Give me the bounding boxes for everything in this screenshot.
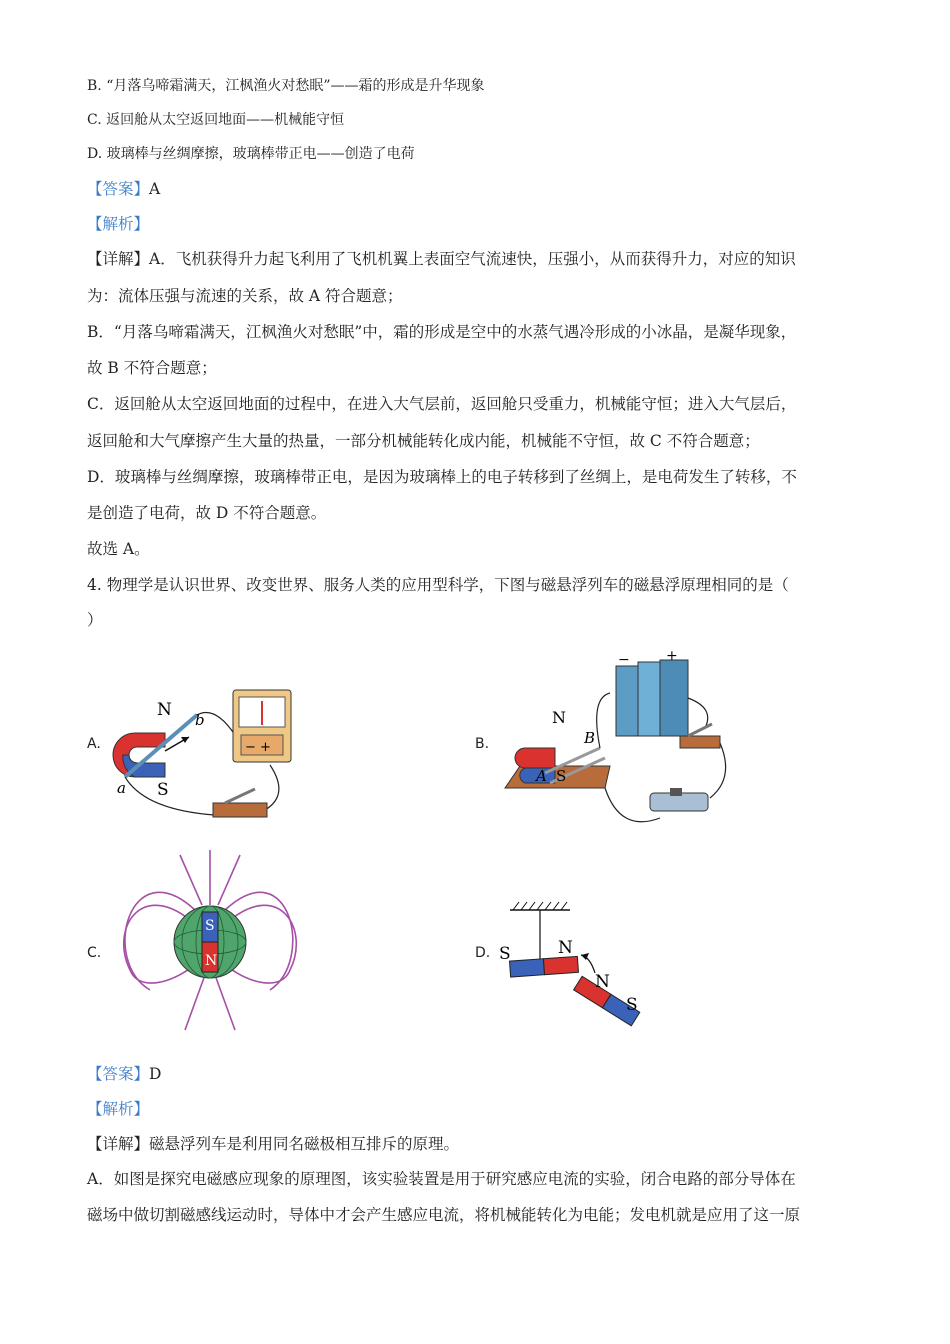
detail-line-5: C．返回舱从太空返回地面的过程中，在进入大气层前，返回舱只受重力，机械能守恒；进入大气层后， <box>87 395 797 413</box>
figure-d-repel <box>495 895 655 1035</box>
label-n: N <box>205 953 218 969</box>
detail-line-7: D．玻璃棒与丝绸摩擦，玻璃棒带正电，是因为玻璃棒上的电子转移到了丝绸上，是电荷发生了转移，不 <box>87 468 797 486</box>
switch <box>680 736 720 748</box>
question-4-line-2: ） <box>87 611 103 629</box>
detail-line-8: 是创造了电荷，故 D 不符合题意。 <box>87 504 327 522</box>
explain-line-3: 磁场中做切割磁感线运动时，导体中才会产生感应电流，将机械能转化为电能；发电机就是应用了这一原 <box>87 1206 801 1224</box>
repel-arrow <box>581 955 595 973</box>
analysis-tag-2: 【解析】 <box>87 1100 150 1118</box>
label-s: S <box>205 918 215 934</box>
detail-line-1 <box>87 248 796 270</box>
switch-base <box>213 803 267 817</box>
answer-tag: 【答案】 <box>87 180 150 198</box>
figure-c-earth-field <box>110 850 310 1035</box>
label-a: a <box>117 779 126 797</box>
battery <box>660 660 688 736</box>
figure-b-motor <box>500 648 740 828</box>
detail-line-4: 故 B 不符合题意； <box>87 359 217 377</box>
option-d-label: D. <box>475 945 491 961</box>
detail-line-6: 返回舱和大气摩擦产生大量的热量，一部分机械能转化成内能，机械能不守恒，故 C 不符合题意； <box>87 432 760 450</box>
option-c-label: C. <box>87 945 102 961</box>
label-b: B <box>584 729 596 747</box>
answer-value: D <box>149 1065 162 1083</box>
option-c-text: C. 返回舱从太空返回地面——机械能守恒 <box>87 112 345 128</box>
explain-line-1 <box>87 1133 459 1155</box>
label-n: N <box>157 700 172 720</box>
switch-lever <box>225 789 255 803</box>
label-n2: N <box>595 972 610 992</box>
answer-line-2 <box>87 1063 161 1085</box>
label-s: S <box>157 780 169 800</box>
label-s2: S <box>626 995 638 1015</box>
label-plus: + <box>666 648 678 664</box>
detail-text: 磁悬浮列车是利用同名磁极相互排斥的原理。 <box>149 1135 460 1153</box>
question-4-line-1: 4. 物理学是认识世界、改变世界、服务人类的应用型科学，下图与磁悬浮列车的磁悬浮原理相同的是（ <box>87 576 789 594</box>
answer-value: A <box>149 180 161 198</box>
label-minus: − <box>618 652 630 668</box>
label-s: S <box>556 767 567 785</box>
analysis-tag-1: 【解析】 <box>87 215 150 233</box>
svg-text:− +: − + <box>245 740 271 755</box>
detail-tag: 【详解】 <box>87 1135 150 1153</box>
label-n: N <box>552 708 566 727</box>
answer-tag: 【答案】 <box>87 1065 150 1083</box>
detail-tag: 【详解】 <box>87 250 150 268</box>
option-a-label: A. <box>87 736 101 752</box>
answer-line-1 <box>87 178 160 200</box>
option-b-text: B. “月落乌啼霜满天，江枫渔火对愁眠”——霜的形成是升华现象 <box>87 78 485 94</box>
option-d-text: D. 玻璃棒与丝绸摩擦，玻璃棒带正电——创造了电荷 <box>87 146 415 162</box>
option-b-label: B. <box>475 736 490 752</box>
figure-a-induction <box>105 685 305 830</box>
detail-line-2: 为：流体压强与流速的关系，故 A 符合题意； <box>87 287 403 305</box>
detail-line-9: 故选 A。 <box>87 540 150 558</box>
label-s1: S <box>499 944 511 964</box>
detail-text: A．飞机获得升力起飞利用了飞机机翼上表面空气流速快，压强小，从而获得升力，对应的知识 <box>149 250 796 268</box>
label-n1: N <box>558 938 573 958</box>
label-b: b <box>195 711 205 729</box>
explain-line-2: A．如图是探究电磁感应现象的原理图，该实验装置是用于研究感应电流的实验，闭合电路的部分导体在 <box>87 1170 796 1188</box>
hanging-magnet <box>510 956 579 977</box>
u-magnet-red <box>515 748 555 768</box>
label-a: A <box>536 767 547 785</box>
detail-line-3: B．“月落乌啼霜满天，江枫渔火对愁眠”中，霜的形成是空中的水蒸气遇冷形成的小冰晶，是凝华现象， <box>87 323 797 341</box>
